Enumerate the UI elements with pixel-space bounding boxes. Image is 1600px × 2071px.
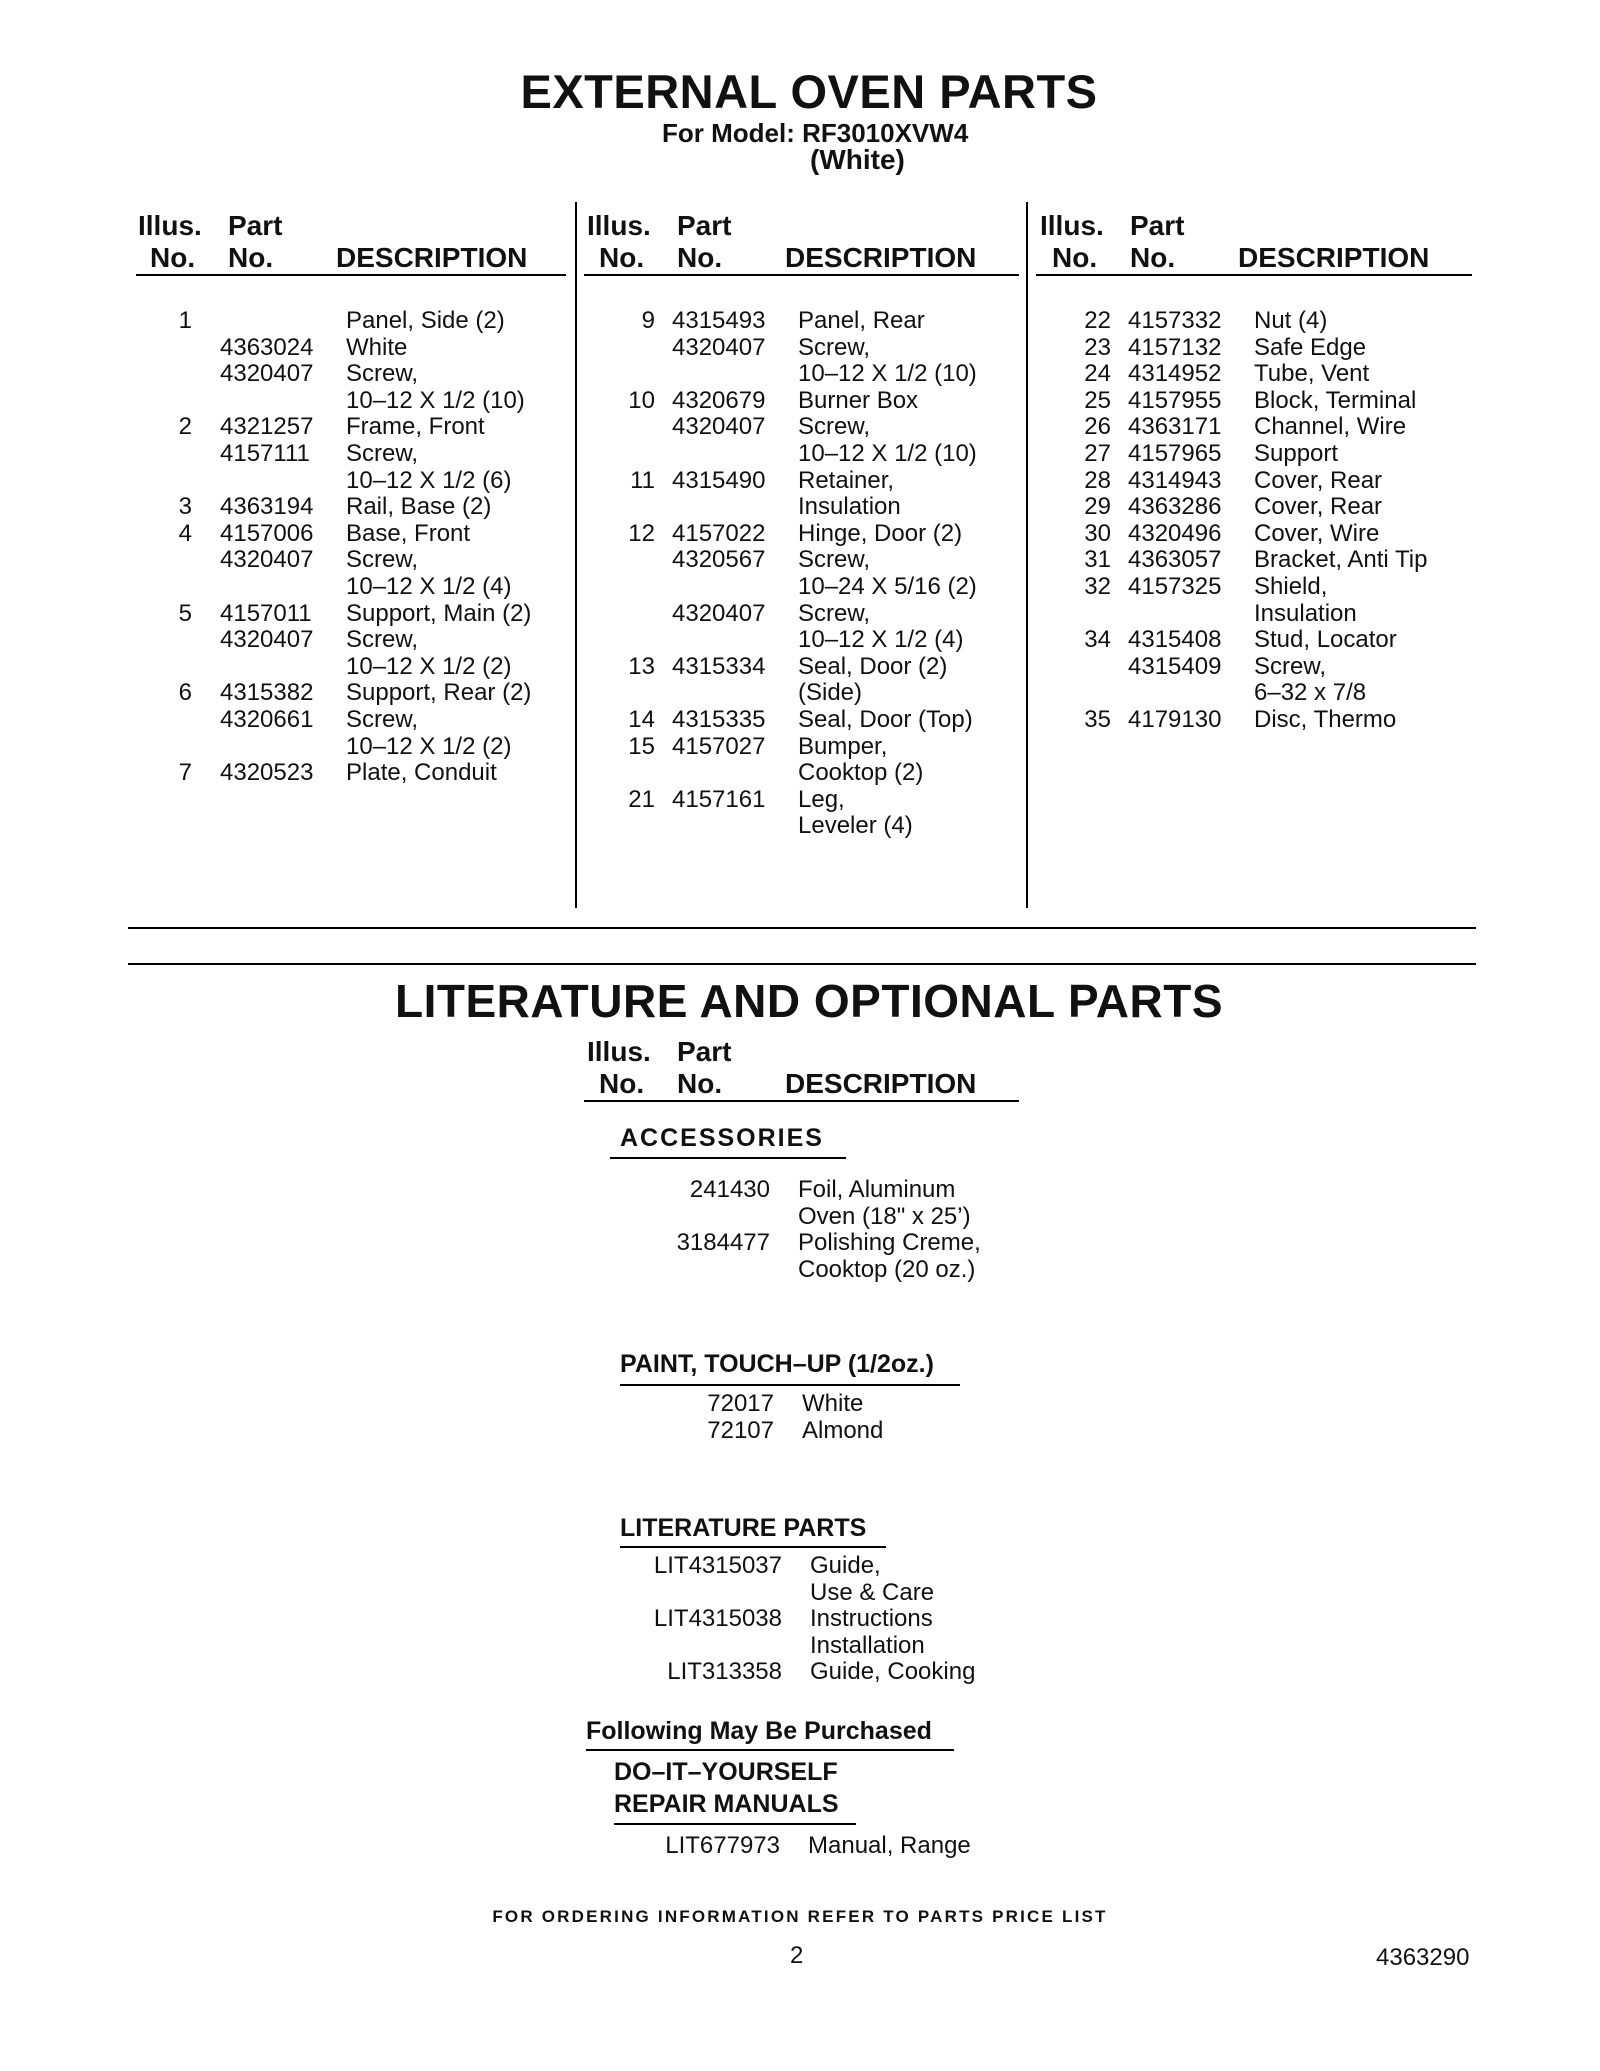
part-description: 10–12 X 1/2 (4) <box>798 626 964 654</box>
table-row <box>580 627 1025 654</box>
part-number: 4157132 <box>1128 333 1222 361</box>
page-number: 2 <box>790 1942 804 1969</box>
part-description: Manual, Range <box>808 1832 971 1859</box>
table-row <box>130 680 570 707</box>
part-number: 4315335 <box>672 705 766 733</box>
description-header: DESCRIPTION <box>1238 242 1430 273</box>
table-row <box>580 335 1025 362</box>
table-row <box>1032 468 1477 495</box>
part-number: 4320679 <box>672 386 766 414</box>
part-description: 10–12 X 1/2 (6) <box>346 466 512 494</box>
table-row <box>130 388 570 415</box>
part-description: Panel, Rear <box>798 307 925 334</box>
part-header-no: No. <box>228 242 274 273</box>
literature-parts-title: LITERATURE PARTS <box>620 1514 867 1542</box>
document-number: 4363290 <box>1376 1944 1470 1971</box>
literature-parts-rule <box>620 1546 886 1548</box>
part-header-no: No. <box>1130 242 1176 273</box>
part-description: 10–12 X 1/2 (4) <box>346 572 512 600</box>
part-number: 4315382 <box>220 679 314 707</box>
table-row <box>580 707 1025 734</box>
accessories-title: ACCESSORIES <box>620 1124 824 1152</box>
illus-header-no: No. <box>1052 242 1098 273</box>
part-description: Leg, <box>798 785 845 813</box>
part-number: 4363171 <box>1128 413 1222 441</box>
section-rule-top <box>128 927 1476 929</box>
part-header: Part <box>677 1036 732 1067</box>
part-number: 4315408 <box>1128 626 1222 654</box>
table-row <box>130 601 570 628</box>
part-description: Nut (4) <box>1254 307 1328 334</box>
part-description: Bumper, <box>798 732 888 760</box>
table-row <box>130 361 570 388</box>
illus-header: Illus. <box>138 210 202 241</box>
part-description: Panel, Side (2) <box>346 307 505 334</box>
part-number: 4179130 <box>1128 705 1222 733</box>
part-description: Screw, <box>798 546 871 574</box>
part-number: 4157325 <box>1128 572 1222 600</box>
part-description: 10–12 X 1/2 (10) <box>798 439 977 467</box>
part-description: 6–32 x 7/8 <box>1254 679 1367 707</box>
part-description: Oven (18" x 25’) <box>798 1202 971 1230</box>
purchase-title: Following May Be Purchased <box>586 1717 932 1745</box>
table-row <box>580 308 1025 335</box>
header-rule-3 <box>1036 274 1472 276</box>
part-description: Plate, Conduit <box>346 759 497 787</box>
part-description: Insulation <box>798 493 901 521</box>
part-description: Instructions <box>810 1605 933 1633</box>
part-description: Frame, Front <box>346 413 485 441</box>
part-description: Support, Rear (2) <box>346 679 532 707</box>
diy-rule <box>614 1823 856 1825</box>
diy-title-line2: REPAIR MANUALS <box>614 1790 839 1818</box>
illus-header: Illus. <box>1040 210 1104 241</box>
part-number: 4314943 <box>1128 466 1222 494</box>
part-description: Foil, Aluminum <box>798 1176 956 1203</box>
part-description: Cooktop (20 oz.) <box>798 1255 976 1283</box>
illus-number: 1 <box>178 307 192 334</box>
part-number: 4157027 <box>672 732 766 760</box>
parts-column-1 <box>130 308 570 787</box>
table-row <box>130 335 570 362</box>
table-row <box>1032 521 1477 548</box>
part-number: 4315493 <box>672 307 766 334</box>
table-row <box>130 468 570 495</box>
purchase-rule <box>586 1749 954 1751</box>
part-description: White <box>346 333 408 361</box>
part-description: Channel, Wire <box>1254 413 1407 441</box>
header-rule-1 <box>136 274 566 276</box>
part-description: Shield, <box>1254 572 1328 600</box>
illus-number: 24 <box>1084 360 1111 388</box>
model-label: For Model: RF3010XVW4 <box>662 118 969 148</box>
part-description: Screw, <box>346 705 419 733</box>
part-number: 4320661 <box>220 705 314 733</box>
table-row <box>130 547 570 574</box>
table-row <box>1032 388 1477 415</box>
illus-number: 12 <box>628 519 655 547</box>
part-number: 4157111 <box>220 439 310 467</box>
table-row <box>1032 494 1477 521</box>
part-number: LIT677973 <box>665 1832 780 1859</box>
illus-number: 11 <box>630 466 655 494</box>
illus-number: 31 <box>1084 546 1111 574</box>
illus-header: Illus. <box>587 210 651 241</box>
part-description: Screw, <box>346 439 419 467</box>
table-row <box>580 734 1025 761</box>
table-row <box>580 494 1025 521</box>
illus-number: 28 <box>1084 466 1111 494</box>
part-number: 4363286 <box>1128 493 1222 521</box>
part-description: (Side) <box>798 679 863 707</box>
part-number: 4157955 <box>1128 386 1222 414</box>
table-row <box>580 574 1025 601</box>
part-description: Seal, Door (2) <box>798 652 948 680</box>
part-header: Part <box>677 210 732 241</box>
illus-number: 29 <box>1084 493 1111 521</box>
part-number: 4320407 <box>672 413 766 441</box>
parts-column-2 <box>580 308 1025 840</box>
part-description: Hinge, Door (2) <box>798 519 963 547</box>
part-description: 10–12 X 1/2 (2) <box>346 652 512 680</box>
model-color: (White) <box>810 144 905 175</box>
part-description: Screw, <box>346 626 419 654</box>
part-number: 241430 <box>689 1176 770 1203</box>
table-row <box>580 388 1025 415</box>
description-header: DESCRIPTION <box>336 242 528 273</box>
part-description: 10–24 X 5/16 (2) <box>798 572 977 600</box>
part-description: 10–12 X 1/2 (10) <box>798 360 977 388</box>
illus-number: 5 <box>178 599 192 627</box>
illus-number: 21 <box>628 785 655 813</box>
table-row <box>580 468 1025 495</box>
section-rule-bottom <box>128 963 1476 965</box>
part-description: Tube, Vent <box>1254 360 1370 388</box>
part-number: 4363194 <box>220 493 314 521</box>
part-number: 4320567 <box>672 546 766 574</box>
illus-number: 4 <box>178 519 192 547</box>
table-row <box>1032 627 1477 654</box>
part-number: 3184477 <box>676 1229 770 1257</box>
illus-number: 10 <box>628 386 655 414</box>
column-divider-1 <box>575 202 577 908</box>
part-description: 10–12 X 1/2 (2) <box>346 732 512 760</box>
table-row <box>1032 707 1477 734</box>
part-description: Cover, Rear <box>1254 466 1383 494</box>
illus-number: 9 <box>641 307 655 334</box>
part-number: 4320407 <box>672 333 766 361</box>
part-description: Almond <box>802 1416 884 1444</box>
table-row <box>580 414 1025 441</box>
part-number: 4315490 <box>672 466 766 494</box>
illus-number: 26 <box>1084 413 1111 441</box>
illus-number: 34 <box>1084 626 1111 654</box>
illus-number: 32 <box>1084 572 1111 600</box>
part-description: Screw, <box>346 546 419 574</box>
table-row <box>130 414 570 441</box>
part-description: Use & Care <box>810 1578 935 1606</box>
part-number: 4321257 <box>220 413 314 441</box>
part-header-no: No. <box>677 1068 723 1099</box>
ordering-note: FOR ORDERING INFORMATION REFER TO PARTS PRICE LIST <box>492 1907 1108 1926</box>
table-row <box>1032 547 1477 574</box>
table-row <box>580 787 1025 814</box>
accessories-rule <box>610 1157 846 1159</box>
part-number: LIT313358 <box>667 1658 782 1686</box>
part-header: Part <box>1130 210 1185 241</box>
diy-title-line1: DO–IT–YOURSELF <box>614 1758 838 1786</box>
part-description: Support, Main (2) <box>346 599 532 627</box>
part-header-no: No. <box>677 242 723 273</box>
illus-number: 13 <box>628 652 655 680</box>
description-header: DESCRIPTION <box>785 242 977 273</box>
table-row <box>1032 335 1477 362</box>
illus-header-no: No. <box>599 242 645 273</box>
literature-header-rule <box>584 1100 1019 1102</box>
illus-number: 30 <box>1084 519 1111 547</box>
illus-number: 25 <box>1084 386 1111 414</box>
table-row <box>1032 414 1477 441</box>
part-description: Retainer, <box>798 466 895 494</box>
part-description: Rail, Base (2) <box>346 493 492 521</box>
part-number: 4320407 <box>220 546 314 574</box>
part-number: 4315334 <box>672 652 766 680</box>
table-row <box>130 627 570 654</box>
table-row <box>1032 574 1477 601</box>
part-number: 72017 <box>707 1390 774 1417</box>
part-description: Cover, Wire <box>1254 519 1380 547</box>
description-header: DESCRIPTION <box>785 1068 977 1099</box>
table-row <box>580 361 1025 388</box>
illus-number: 23 <box>1084 333 1111 361</box>
part-description: Screw, <box>346 360 419 388</box>
table-row <box>1032 361 1477 388</box>
part-description: Bracket, Anti Tip <box>1254 546 1428 574</box>
illus-header-no: No. <box>150 242 196 273</box>
part-number: 4157332 <box>1128 307 1222 334</box>
parts-column-3 <box>1032 308 1477 734</box>
table-row <box>130 654 570 681</box>
illus-number: 14 <box>628 705 655 733</box>
part-description: Block, Terminal <box>1254 386 1417 414</box>
part-number: 4363057 <box>1128 546 1222 574</box>
part-description: Leveler (4) <box>798 812 913 840</box>
table-row <box>580 547 1025 574</box>
part-number: 4157161 <box>672 785 766 813</box>
illus-header: Illus. <box>587 1036 651 1067</box>
table-row <box>580 813 1025 840</box>
table-row <box>580 680 1025 707</box>
table-row <box>580 521 1025 548</box>
part-description: Screw, <box>798 413 871 441</box>
table-row <box>130 707 570 734</box>
table-row <box>130 734 570 761</box>
part-number: 4157011 <box>220 599 312 627</box>
part-number: 4320407 <box>672 599 766 627</box>
part-description: Disc, Thermo <box>1254 705 1397 733</box>
part-description: White <box>802 1390 864 1417</box>
page-title: EXTERNAL OVEN PARTS <box>520 65 1098 118</box>
illus-number: 6 <box>178 679 192 707</box>
header-rule-2 <box>584 274 1019 276</box>
part-number: 4314952 <box>1128 360 1222 388</box>
part-number: 4157022 <box>672 519 766 547</box>
part-description: Cover, Rear <box>1254 493 1383 521</box>
literature-title: LITERATURE AND OPTIONAL PARTS <box>394 975 1223 1027</box>
table-row <box>1032 601 1477 628</box>
table-row <box>130 441 570 468</box>
table-row <box>580 601 1025 628</box>
part-number: LIT4315038 <box>653 1605 782 1633</box>
part-description: Stud, Locator <box>1254 626 1397 654</box>
part-description: Burner Box <box>798 386 919 414</box>
part-number: 4320496 <box>1128 519 1222 547</box>
column-divider-2 <box>1026 202 1028 908</box>
illus-number: 3 <box>178 493 192 521</box>
part-description: Insulation <box>1254 599 1357 627</box>
illus-number: 7 <box>178 759 192 787</box>
part-description: Guide, <box>810 1552 881 1579</box>
illus-header-no: No. <box>599 1068 645 1099</box>
table-row <box>1032 308 1477 335</box>
illus-number: 27 <box>1084 439 1111 467</box>
part-description: Polishing Creme, <box>798 1229 981 1257</box>
part-number: 4320407 <box>220 360 314 388</box>
illus-number: 35 <box>1084 705 1111 733</box>
part-description: Seal, Door (Top) <box>798 705 973 733</box>
table-row <box>130 521 570 548</box>
part-number: 4157965 <box>1128 439 1222 467</box>
part-description: 10–12 X 1/2 (10) <box>346 386 525 414</box>
table-row <box>580 760 1025 787</box>
table-row <box>1032 654 1477 681</box>
part-description: Screw, <box>1254 652 1327 680</box>
paint-rule <box>620 1384 960 1386</box>
table-row <box>1032 680 1477 707</box>
part-header: Part <box>228 210 283 241</box>
part-number: 4315409 <box>1128 652 1222 680</box>
part-number: 72107 <box>707 1416 774 1444</box>
part-description: Guide, Cooking <box>810 1658 976 1686</box>
table-row <box>130 308 570 335</box>
part-description: Screw, <box>798 599 871 627</box>
illus-number: 15 <box>628 732 655 760</box>
paint-title: PAINT, TOUCH–UP (1/2oz.) <box>620 1350 934 1378</box>
part-number: LIT4315037 <box>653 1552 782 1579</box>
part-number: 4320523 <box>220 759 314 787</box>
part-number: 4320407 <box>220 626 314 654</box>
table-row <box>580 654 1025 681</box>
illus-number: 22 <box>1084 307 1111 334</box>
part-description: Base, Front <box>346 519 471 547</box>
table-row <box>580 441 1025 468</box>
table-row <box>130 574 570 601</box>
part-description: Cooktop (2) <box>798 759 924 787</box>
table-row <box>1032 441 1477 468</box>
part-description: Safe Edge <box>1254 333 1367 361</box>
illus-number: 2 <box>178 413 192 441</box>
table-row <box>130 760 570 787</box>
table-row <box>130 494 570 521</box>
part-number: 4363024 <box>220 333 314 361</box>
part-description: Screw, <box>798 333 871 361</box>
part-description: Installation <box>810 1631 925 1659</box>
part-number: 4157006 <box>220 519 314 547</box>
part-description: Support <box>1254 439 1339 467</box>
